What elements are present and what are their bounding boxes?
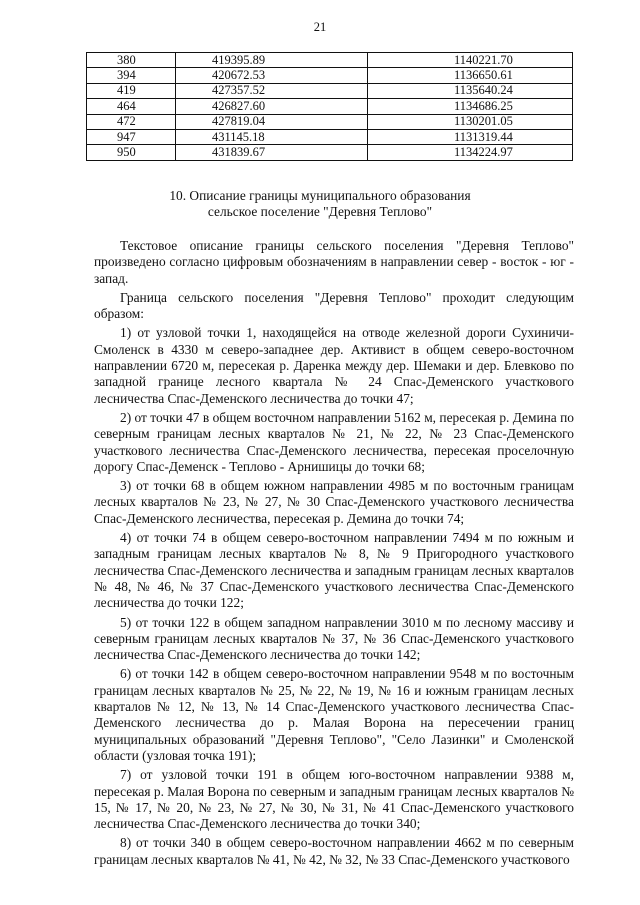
boundary-description <box>94 238 574 871</box>
x-coordinate-cell: 431145.18 <box>176 129 368 144</box>
table-row <box>87 83 573 98</box>
page-number: 21 <box>313 20 327 34</box>
table-row <box>87 68 573 83</box>
point-number-cell: 464 <box>87 99 176 114</box>
table-row <box>87 145 573 160</box>
paragraph-segment-6: 6) от точки 142 в общем северо-восточном направлении 9548 м по восточным границам лесных кварталов № 25, № 22, № 19, № 16 и южным границам лесных кварталов № 12, № 13, № 14 Спас-Деменского участкового лесничества Спас-Деменского лесничества до р. Малая Ворона на пересечении границ муниципальных образований "Деревня Теплово", "Село Лазинки" и Смоленской области (узловая точка 191); <box>94 666 574 763</box>
x-coordinate-cell: 419395.89 <box>176 53 368 68</box>
point-number-cell: 419 <box>87 83 176 98</box>
paragraph-segment-3: 3) от точки 68 в общем южном направлении 4985 м по восточным границам лесных кварталов № 23, № 27, № 30 Спас-Деменского участкового лесничества Спас-Деменского лесничества, пересекая р. Демина до точки 74; <box>94 478 574 526</box>
paragraph-segment-5: 5) от точки 122 в общем западном направлении 3010 м по лесному массиву и северным границам лесных кварталов № 37, № 36 Спас-Деменского участкового лесничества Спас-Деменского лесничества до точки 142; <box>94 614 574 663</box>
y-coordinate-cell: 1134224.97 <box>368 145 573 160</box>
y-coordinate-cell: 1130201.05 <box>368 114 573 129</box>
x-coordinate-cell: 431839.67 <box>176 145 368 160</box>
y-coordinate-cell: 1134686.25 <box>368 99 573 114</box>
paragraph-segment-7: 7) от узловой точки 191 в общем юго-восточном направлении 9388 м, пересекая р. Малая Ворона по северным и западным границам лесных кварталов № 15, № 17, № 20, № 23, № 27, № 30, № 31, № 41 Спас-Деменского участкового лесничества Спас-Деменского лесничества до точки 340; <box>94 767 574 832</box>
y-coordinate-cell: 1140221.70 <box>368 53 573 68</box>
y-coordinate-cell: 1136650.61 <box>368 68 573 83</box>
point-number-cell: 950 <box>87 145 176 160</box>
x-coordinate-cell: 427357.52 <box>176 83 368 98</box>
paragraph-segment-4: 4) от точки 74 в общем северо-восточном направлении 7494 м по южным и западным границам лесных кварталов № 8, № 9 Пригородного участкового лесничества Спас-Деменского лесничества и западным границам лесных кварталов № 48, № 46, № 37 Спас-Деменского участкового лесничества Спас-Деменского лесничества до точки 122; <box>94 530 574 611</box>
coordinates-table <box>86 52 573 161</box>
point-number-cell: 472 <box>87 114 176 129</box>
x-coordinate-cell: 426827.60 <box>176 99 368 114</box>
section-title <box>0 188 640 220</box>
paragraph-intro: Текстовое описание границы сельского поселения "Деревня Теплово" произведено согласно цифровым обозначениям в направлении север - восток - юг - запад. <box>94 238 574 286</box>
x-coordinate-cell: 427819.04 <box>176 114 368 129</box>
table-row <box>87 99 573 114</box>
section-title-line-2: сельское поселение "Деревня Теплово" <box>207 204 433 219</box>
table-row <box>87 114 573 129</box>
table-row <box>87 53 573 68</box>
point-number-cell: 394 <box>87 68 176 83</box>
point-number-cell: 947 <box>87 129 176 144</box>
paragraph-segment-2: 2) от точки 47 в общем восточном направлении 5162 м, пересекая р. Демина по северным границам лесных кварталов № 21, № 22, № 23 Спас-Деменского участкового лесничества Спас-Деменского лесничества, пересекая проселочную дорогу Спас-Деменск - Теплово - Арнишицы до точки 68; <box>94 409 574 474</box>
y-coordinate-cell: 1131319.44 <box>368 129 573 144</box>
y-coordinate-cell: 1135640.24 <box>368 83 573 98</box>
x-coordinate-cell: 420672.53 <box>176 68 368 83</box>
paragraph-segment-1: 1) от узловой точки 1, находящейся на отводе железной дороги Сухиничи-Смоленск в 4330 м северо-западнее дер. Активист в общем северо-восточном направлении 6720 м, пересекая р. Даренка между дер. Шемаки и дер. Блевково по западной границе лесного квартала № 24 Спас-Деменского участкового лесничества Спас-Деменского лесничества до точки 47; <box>94 325 574 406</box>
table-row <box>87 129 573 144</box>
paragraph-boundary-lead: Граница сельского поселения "Деревня Теплово" проходит следующим образом: <box>94 289 574 322</box>
point-number-cell: 380 <box>87 53 176 68</box>
paragraph-segment-8: 8) от точки 340 в общем северо-восточном направлении 4662 м по северным границам лесных кварталов № 41, № 42, № 32, № 33 Спас-Деменского участкового <box>94 835 574 867</box>
section-title-line-1: 10. Описание границы муниципального образования <box>169 188 471 203</box>
